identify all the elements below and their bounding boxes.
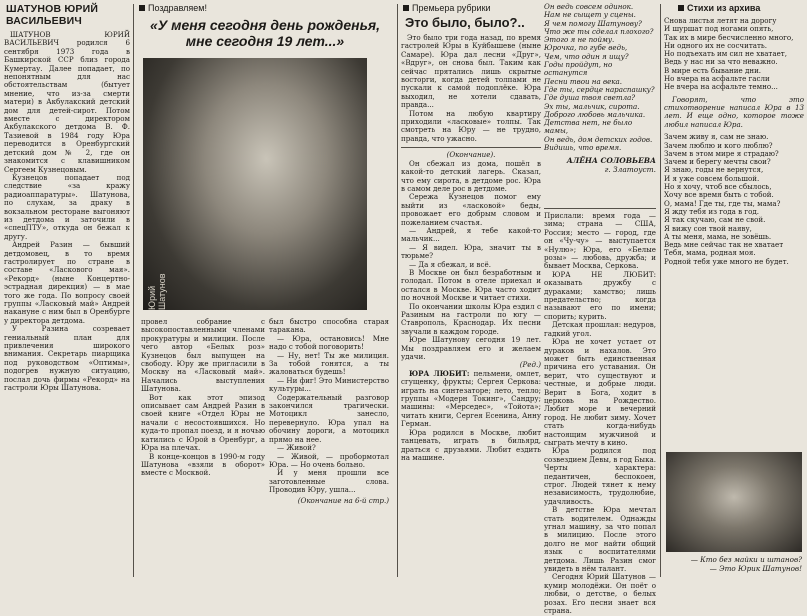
verse-line: Эх ты, мальчик, сирота. bbox=[544, 101, 640, 111]
poem-line: Но я хочу, чтоб все сбылось, bbox=[664, 182, 772, 192]
column-rubric bbox=[401, 0, 541, 577]
verse-line: Доброго любовь мальчика. bbox=[544, 109, 646, 119]
poem-line: Я жду тебя из года в год. bbox=[664, 206, 759, 216]
poem-line: Я вижу сон твой наяву, bbox=[664, 223, 752, 233]
biography-paragraph: ШАТУНОВ ЮРИЙ ВАСИЛЬЕВИЧ родился 6 сентября 1973 года в Башкирской ССР близ города Кумертау. Далее попадает, по непонятным для нас обстоятельствам (бытует мнение, что из-за смерти матери) в Акбулакский детский дом для детей-сирот. Потом вместе с директором Акбулакского детдома В. Ф. Тазиевой в 1984 году Юра переводится в Оренбургский детский дом № 2, где он знакомится с клавишником Сергеем Кузнецовым. bbox=[4, 30, 130, 174]
poem-line: И я уже совсем большой. bbox=[664, 173, 760, 183]
profile-paragraph: В детстве Юра мечтал стать водителем. Однажды угнал машину, за что попал в милицию. После этого долго не мог найти общий язык с воспитателями детдома. Лишь Разин смог увидеть в нём талант. bbox=[544, 505, 656, 574]
verse-author: АЛЁНА СОЛОВЬЕВА bbox=[566, 156, 656, 166]
verse-line: Песни твои на века. bbox=[544, 76, 623, 86]
part2-paragraph: Сережа Кузнецов помог ему выйти из «ласковой» беды, провожает его добрым словом и пожеланием счастья. bbox=[401, 192, 541, 227]
verse-line: Где ты, сердце нараспашку? bbox=[544, 84, 655, 94]
part2-paragraph: По окончании школы Юра ездил с Разиным на гастроли по югу — Ставрополь, Краснодар. Их песни звучали в каждом городе. bbox=[401, 301, 541, 336]
profile-paragraph: ЮРА НЕ ЛЮБИТ: оказывать дружбу с дураками; хамство; лишь предательство; когда называют его по имени; спорить; курить. bbox=[544, 269, 656, 321]
photo-caption: Юрий Шатунов bbox=[147, 273, 167, 310]
archive-poem bbox=[664, 17, 804, 92]
column-divider bbox=[133, 4, 134, 577]
profile-paragraph: Сегодня Юрий Шатунов — кумир молодёжи. Он поёт о любви, о детстве, о белых розах. Его песни знает вся страна. bbox=[544, 572, 656, 616]
poem-line: Зачем и берегу мечты свои? bbox=[664, 157, 771, 167]
photo-caption-question: — Кто без майки и штанов? bbox=[690, 555, 802, 564]
profile-paragraph: Юра не хочет устает от дураков и нахалов. Это может быть единственная причина его уставания. Он верит, что существуют и честные, и добрые люди. Верит в Бога, ходит в церковь на Рождество. Любит море и вечерний город. Не любит зиму. Хочет стать когда-нибудь настоящим мужчиной и сыграть мечту в кино. bbox=[544, 337, 656, 447]
poem-line: Снова листья летят на дорогу bbox=[664, 16, 777, 25]
reader-verse bbox=[544, 3, 656, 152]
poem-line: В мире есть бывание дни. bbox=[664, 65, 762, 75]
archive-rubric-label: Стихи из архива bbox=[687, 3, 761, 13]
story-paragraph: — Юра, остановись! Мне надо с тобой поговорить! bbox=[269, 333, 389, 352]
photo-caption-answer: — Это Юрик Шатунов! bbox=[709, 564, 802, 573]
biography-paragraph: Кузнецов попадает под следствие «за кражу радиоаппаратуры». Шатунова, по слухам, за драку в вокзальном ресторане выгоняют из детдома и заточили в «спецПТУ», откуда он бежал к другу. bbox=[4, 172, 130, 241]
profile-paragraph: Юра родился под созвездием Девы, в год Быка. Черты характера: педантичен, беспокоен, строг. Людей тянет к нему независимость, трудолюбие, удачливость. bbox=[544, 446, 656, 506]
profile-paragraph: Прислали: время года — зима; страна — США, Россия; место — город, где он «Чу-чу» — выступается «Нулю»; Юра, его «Белые розы» — любовь, дружба; и бывает Москва, Серкова. bbox=[544, 211, 656, 271]
poem-line: Я так скучаю, сам не свой. bbox=[664, 215, 766, 225]
shatunov-photo bbox=[143, 58, 367, 310]
story-paragraph: — Ни фиг! Это Министерство культуры... bbox=[269, 375, 389, 394]
rubric-square-icon bbox=[403, 5, 409, 11]
part2-paragraph: Он сбежал из дома, пошёл в какой-то детский лагерь. Сказал, что ему сирота, в детдоме рос. Юра в самом деле рос в детдоме. bbox=[401, 158, 541, 193]
likes-paragraph bbox=[401, 370, 541, 429]
verse-line: Нам не сыщет у сцены. bbox=[544, 10, 636, 20]
poem-line: И шуршат под ногами опять, bbox=[664, 24, 774, 34]
verse-line: Чем, что один я ищу? bbox=[544, 51, 629, 61]
story-paragraph: — Живой? bbox=[277, 443, 316, 453]
archive-poem-2 bbox=[664, 133, 804, 266]
poem-line: Зачем живу я, сам не знаю. bbox=[664, 132, 769, 142]
verse-line: Что же ты сделал плохого? bbox=[544, 26, 654, 36]
verse-line: Детства нет, не было мамы, bbox=[544, 118, 633, 136]
poem-line: Но подъехать им сил не хватает, bbox=[664, 49, 787, 59]
part2-paragraph: — Андрей, я тебе какой-то мальчик... bbox=[401, 225, 541, 244]
column-divider bbox=[660, 4, 661, 577]
story-paragraph: Вот как этот эпизод описывает сам Андрей Разин в своей книге «Отдел Юры не начали с несостоявшихся. Но куда-то пропал поезд, и я ночью катились с Юрой в Оренбург, а Юра на плечах. bbox=[141, 392, 265, 453]
birthday-rubric bbox=[139, 3, 393, 13]
poem-line: Тебя, мама, родная моя. bbox=[664, 248, 756, 258]
likes-text: пельмени, омлет, сгущенку, фрукты; Сергея Серкова: играть на синтезаторе; лето, тепло; группы «Модерн Токинг», Сандру; машины: «Мерседес», «Тойота»; читать книги, Сергея Есенина, Анну Герман. bbox=[401, 368, 541, 429]
verse-line: Он ведь, дом детских годов. bbox=[544, 134, 653, 144]
premiere-rubric-label: Премьера рубрики bbox=[412, 3, 491, 13]
verse-place: г. Златоуст. bbox=[604, 165, 656, 175]
verse-line: Он ведь совсем одинок. bbox=[544, 2, 634, 11]
story-paragraph: Содержательный разговор закончился трагически. Мотоцикл занесло, перевернуло. Юра упал на обочину дороги, а мотоцикл прямо на нее. bbox=[269, 392, 389, 444]
verse-line: Этого я не пойму. bbox=[544, 35, 615, 45]
rubric-paragraph: Потом на любую квартиру приходили «ласковые» толпы. Так смотреть на Юру — не трудно, правда, что ужасно. bbox=[401, 108, 541, 143]
verse-line: Годы пройдут, но останутся bbox=[544, 60, 613, 78]
likes-paragraph: Юра родился в Москве, любит танцевать, играть в бильярд, драться с друзьями. Любит ездить на машине. bbox=[401, 427, 541, 462]
section-rule bbox=[401, 147, 541, 148]
column-divider bbox=[397, 4, 398, 577]
poem-line: Зачем в этом мире я страдаю? bbox=[664, 148, 779, 158]
poem-line: Ведь мне сейчас так не хватает bbox=[664, 240, 784, 250]
poem-line: О, мама! Где ты, где ты, мама? bbox=[664, 198, 781, 208]
rubric-square-icon bbox=[139, 5, 145, 11]
story-paragraph: В конце-концов в 1990-м году Шатунова «взяли в оборот» вместе с Москвой. bbox=[141, 451, 265, 478]
part2-signature: (Ред.) bbox=[519, 360, 541, 370]
profile-paragraph: Детская прошлая: недуров, гадкий угол. bbox=[544, 320, 656, 338]
biography-headline: ШАТУНОВ ЮРИЙ ВАСИЛЬЕВИЧ bbox=[6, 3, 99, 27]
poem-line: Так их в мире бесчисленно много, bbox=[664, 32, 794, 42]
story-paragraph: И у меня прошли все заготовленные слова. Проводив Юру, ушла... bbox=[269, 468, 389, 495]
premiere-rubric bbox=[403, 3, 541, 13]
poem-line: Я знаю, годы не вернутся, bbox=[664, 165, 764, 175]
likes-heading: ЮРА ЛЮБИТ: bbox=[409, 368, 470, 378]
poem-line: Но вчера на асфальте гасли bbox=[664, 74, 770, 84]
story-paragraph: — Живой, — пробормотал Юра. — Но очень больно. bbox=[269, 451, 389, 469]
column-verse bbox=[544, 3, 656, 203]
continued-note: (Окончание на 6-й стр.) bbox=[297, 495, 389, 505]
poem-line: А ты меня, мама, не зовёшь. bbox=[664, 231, 772, 241]
column-profile bbox=[544, 211, 656, 616]
poem-line: Хочу все время быть с тобой. bbox=[664, 190, 774, 200]
column-biography bbox=[4, 0, 130, 577]
poem-line: Не вчера на асфальте темно... bbox=[664, 82, 778, 92]
poem-line: Родной тебя уже много не будет. bbox=[664, 256, 789, 266]
child-photo bbox=[666, 452, 802, 552]
archive-note: Говорят, что это стихотворение написал Юра в 13 лет. И еще одно, которое тоже любил написал Юра. bbox=[664, 94, 804, 129]
column-birthday bbox=[137, 0, 393, 577]
biography-paragraph: У Разина созревает гениальный план для привлечения широкого внимания. Секретарь пиарщика под руководством «Оптимы», подогрев нужную ситуацию, послал дочь фирмы «Рекорд» на гастроли Юры Шатунова. bbox=[4, 324, 130, 393]
part2-paragraph: — Да я сбежал, и всё. bbox=[409, 259, 491, 269]
part2-paragraph: В Москве он был безработным и голодал. Потом в отеле приехал и остался в Москве. Юра часто ходит по ночной Москве и читает стихи. bbox=[401, 267, 541, 303]
story-paragraph: — Ну, нет! Ты же милиция. За тобой гонятся, а ты жаловаться будешь! bbox=[269, 350, 389, 377]
rubric-paragraph: Это было три года назад, по время гастролей Юры в Куйбышеве (ныне Самаре). Юра дал лесни «Друг», «Вдруг», он снова был. Таким как сейчас прятались лишь скрытые восторги, когда детей толпами не пускали к самой подоплёке. Юра выходил, не хотели сдавать, правда... bbox=[401, 33, 541, 110]
verse-line: Я чем помогу Шатунову? bbox=[544, 18, 642, 28]
part2-paragraph: Юре Шатунову сегодня 19 лет. Мы поздравляем его и желаем удачи. bbox=[401, 335, 541, 362]
story-paragraph: был быстро способна старая таракана. bbox=[269, 317, 389, 335]
verse-line: Где душа твоя светла? bbox=[544, 93, 636, 103]
verse-line: Видишь, что время. bbox=[544, 143, 622, 153]
story-paragraph: провел собрание с высокопоставленными членами прокуратуры и милиции. После чего автор «Белых роз» Кузнецов был выпущен на свободу. Юру же пригласили в Москву на «Ласковый май». Начались выступления Шатунова. bbox=[141, 317, 265, 394]
part2-heading: (Окончание). bbox=[446, 150, 496, 160]
poem-line: Зачем люблю и кого люблю? bbox=[664, 140, 773, 150]
verse-line: Юрочка, по губе ведь, bbox=[544, 43, 628, 53]
rubric-square-icon bbox=[678, 5, 684, 11]
poem-line: Ведь у нас ни за что неважно. bbox=[664, 57, 778, 67]
biography-paragraph: Андрей Разин — бывший детдомовец, в то время гастролирует по стране в составе «Ласкового мая». «Рекорд» (ныне Концертно-эстрадная дирекция) — в мае того же года. По вопросу своей группы «Ласковый май» Андрей накануне с ним был в Оренбурге у директора детдома. bbox=[4, 240, 130, 325]
archive-rubric bbox=[678, 3, 804, 13]
poem-line: Ни одного их не сосчитать. bbox=[664, 40, 768, 50]
birthday-rubric-label: Поздравляем! bbox=[148, 3, 207, 13]
rubric-headline: Это было, было?.. bbox=[405, 15, 525, 30]
part2-paragraph: — Я видел. Юра, значит ты в тюрьме? bbox=[401, 242, 541, 261]
section-rule bbox=[544, 208, 656, 209]
birthday-headline: «У меня сегодня день рожденья, мне сегодня 19 лет...» bbox=[149, 17, 381, 49]
